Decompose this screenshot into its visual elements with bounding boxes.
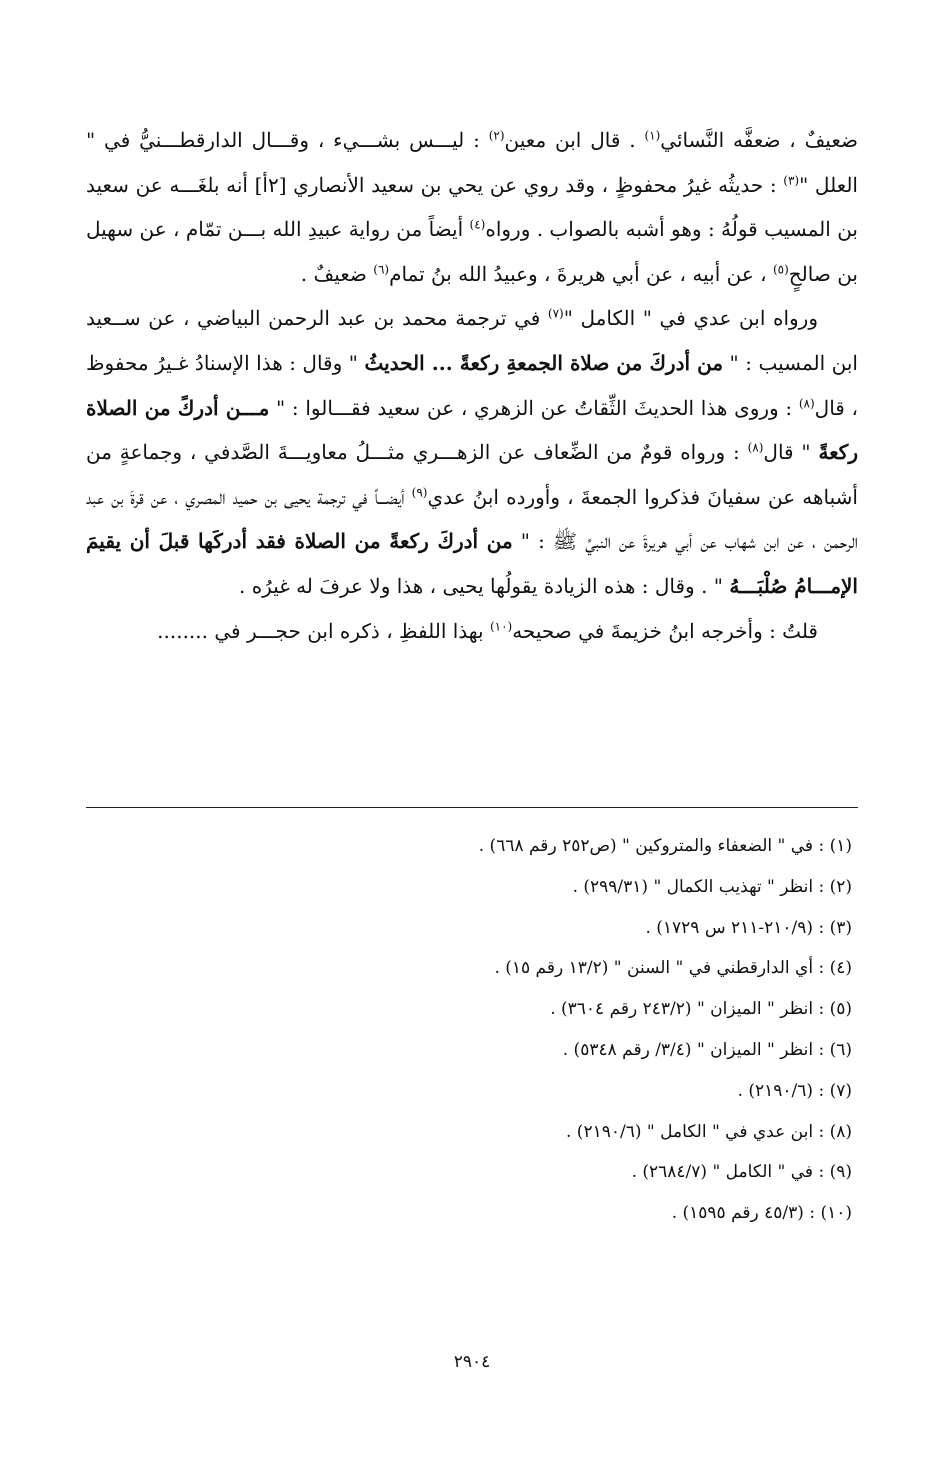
footnote-7: (٧) : (٢١٩٠/٦) . (737, 1080, 852, 1101)
text-run: ورواه ابن عدي في " الكامل " (563, 306, 818, 331)
text-run: قلتُ : وأخرجه ابنُ خزيمةَ في صحيحه (512, 618, 818, 643)
footnote-ref: (٤) (469, 217, 486, 232)
footnote-6: (٦) : انظر " الميزان " (٣/٤/ رقم ٥٣٤٨) . (562, 1039, 852, 1060)
footnote-ref: (٨) (747, 440, 764, 455)
text-run: ، عن أبيه ، عن أبي هريرةَ ، وعبيدُ الله بنُ تمام (389, 261, 773, 286)
text-run: : حديثُه غيرُ محفوظٍ ، وقد روي عن يحي بن سعيد الأنصاري [٢أ] أنه بلغَـــه عن سعيد بن المسيب قولُهُ : وهو أشبه بالصواب . ورواه (86, 172, 858, 242)
footnote-ref: (٣) (783, 172, 800, 187)
hadith-quote: من أدركَ ركعةً من الصلاة فقد أدركَها قبلَ أن يقيمَ الإمـــامُ صُلْبَـــهُ (86, 529, 858, 598)
text-run: . قال ابن معين (504, 128, 645, 152)
paragraph-3 (86, 609, 858, 654)
footnote-8: (٨) : ابن عدي في " الكامل " (٢١٩٠/٦) . (565, 1121, 852, 1142)
footnote-10: (١٠) : (٤٥/٣ رقم ١٥٩٥) . (671, 1203, 852, 1224)
text-run: : ليـــس بشـــيء ، وقـــال الدارقطـــنيُّ في " العلل " (86, 128, 858, 197)
text-run: ضعيفٌ . (300, 261, 374, 286)
text-run: " قال (763, 440, 819, 465)
main-text (86, 118, 858, 653)
footnote-ref: (٦) (373, 262, 390, 277)
footnote-ref: (٥) (772, 262, 789, 277)
text-run: : ورواه قومٌ من الضِّعاف عن الزهـــري مثـــلُ معاويـــةَ الصَّدفي ، وجماعةٍ من أشباهه عن سفيانَ فذكروا الجمعةَ ، وأورده ابنُ عدي (86, 440, 858, 509)
footnote-9: (٩) : في " الكامل " (٢٦٨٤/٧) . (631, 1162, 852, 1183)
paragraph-1 (86, 118, 858, 296)
text-run: أيضاً من رواية عبيدِ الله بـــن تمّام ، عن سهيل بن صالحٍ (86, 217, 858, 286)
footnote-ref: (١) (644, 128, 661, 143)
footnote-ref: (٢) (488, 128, 505, 143)
paragraph-2 (86, 296, 858, 608)
page-number: ٢٩٠٤ (453, 1352, 491, 1372)
footnote-5: (٥) : انظر " الميزان " (٢٤٣/٢ رقم ٣٦٠٤) . (550, 999, 852, 1020)
footnote-2: (٢) : انظر " تهذيب الكمال " (٢٩٩/٣١) . (572, 876, 852, 897)
text-run: بهذا اللفظِ ، ذكره ابن حجـــر في ........ (157, 618, 490, 643)
text-run: في ترجمة محمد بن عبد الرحمن البياضي ، عن ســعيد ابن المسيب : " (86, 306, 858, 375)
text-run: أيضـــاً في ترجمة يحيى بن حميد المصري ، عن قرةَ بن عبد الرحمن ، عن ابن شهاب عن أبي هريرةَ عن النبيِّ ﷺ : " (86, 484, 858, 554)
footnote-1: (١) : في " الضعفاء والمتروكين " (ص٢٥٢ رقم ٦٦٨) . (478, 836, 852, 856)
footnote-separator (86, 807, 858, 808)
footnote-ref: (٩) (411, 485, 428, 500)
footnote-3: (٣) : (٢١٠/٩-٢١١ س ١٧٢٩) . (645, 917, 852, 938)
footnotes-list (152, 826, 852, 1234)
text-run: " . وقال : هذه الزيادة يقولُها يحيى ، هذا ولا عرفَ له غيرُه . (238, 573, 730, 598)
text-run: ضعيفٌ ، ضعفَّه النَّسائي (660, 128, 858, 152)
hadith-quote: من أدركَ من صلاة الجمعةِ ركعةً ... الحديثُ (364, 350, 724, 375)
footnote-ref: (١٠) (489, 618, 513, 633)
text-run: " وقال : هذا الإسنادُ غـيرُ محفوظ ، قال (86, 350, 858, 420)
footnote-ref: (٨) (798, 395, 815, 410)
footnote-4: (٤) : أي الدارقطني في " السنن " (١٣/٢ رقم ١٥) . (494, 958, 852, 979)
text-run: : وروى هذا الحديثَ الثِّقاتُ عن الزهري ، عن سعيد فقـــالوا : " (269, 395, 799, 420)
footnote-ref: (٧) (547, 306, 564, 321)
hadith-quote: مـــن أدركً من الصلاة ركعةً (86, 395, 858, 465)
